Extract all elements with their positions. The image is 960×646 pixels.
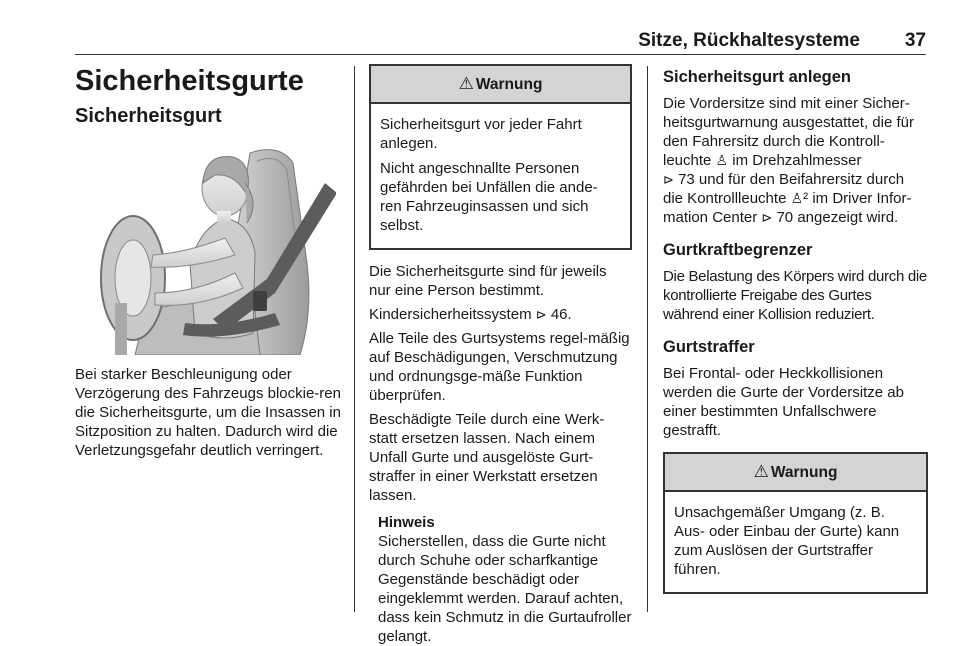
note-text: Sicherstellen, dass die Gurte nicht durch Schuhe oder scharfkantige Gegenstände beschädigt oder eingeklemmt werden. Darauf achten, dass kein Schmutz in die Gurtaufroller gelangt. <box>378 533 632 645</box>
warning-title: Warnung <box>475 76 543 93</box>
warning-triangle-icon: ⚠ <box>458 74 474 93</box>
heading-fasten-belt: Sicherheitsgurt anlegen <box>663 68 851 86</box>
heading-pretensioner: Gurtstraffer <box>663 338 755 356</box>
page-number: 37 <box>904 30 926 51</box>
arrow-icon: ⊳ <box>535 307 547 322</box>
paragraph-force-limiter: Die Belastung des Körpers wird durch die kontrollierte Freigabe des Gurtes während einer Kollision reduziert. <box>663 268 927 323</box>
arrow-icon: ⊳ <box>761 210 773 225</box>
warning-box-body <box>665 492 926 592</box>
warning-text-2: Nicht angeschnallte Personen gefährden bei Unfällen die ande-ren Fahrzeuginsassen und sich selbst. <box>380 160 598 234</box>
note-label: Hinweis <box>378 514 435 531</box>
column-2 <box>369 64 632 646</box>
paragraph-pretensioner: Bei Frontal- oder Heckkollisionen werden die Gurte der Vordersitze ab einer bestimmten Unfallschwere gestrafft. <box>663 365 904 439</box>
page-reference[interactable]: 73 <box>678 171 695 188</box>
column-1 <box>75 64 345 465</box>
paragraph-replacement: Beschädigte Teile durch eine Werk-statt ersetzen lassen. Nach einem Unfall Gurte und ausgelöste Gurt-straffer in einer Werkstatt ersetzen lassen. <box>369 411 605 504</box>
arrow-icon: ⊳ <box>663 172 674 187</box>
warning-box-2 <box>663 452 928 594</box>
page-header <box>75 28 926 52</box>
section-title: Sitze, Rückhaltesysteme <box>638 30 860 51</box>
warning-box-1 <box>369 64 632 250</box>
column-divider-2 <box>647 66 648 612</box>
paragraph-one-person: Die Sicherheitsgurte sind für jeweils nur eine Person bestimmt. <box>369 263 607 299</box>
warning-text-1: Sicherheitsgurt vor jeder Fahrt anlegen. <box>380 116 582 152</box>
paragraph-belt-warning: Die Vordersitze sind mit einer Sicher-heitsgurtwarnung ausgestattet, die für den Fahrersitz durch die Kontroll-leuchte ♙ im Drehzahlmesser ⊳ 73 und für den Beifahrersitz durch die Kontrollleuchte ♙² im Driver Infor-mation Center ⊳ 70 angezeigt wird. <box>663 95 914 226</box>
warning-box-header <box>371 66 630 104</box>
heading-force-limiter: Gurtkraftbegrenzer <box>663 241 813 259</box>
warning-title: Warnung <box>770 464 838 481</box>
warning-text: Unsachgemäßer Umgang (z. B. Aus- oder Einbau der Gurte) kann zum Auslösen der Gurtstraffer führen. <box>674 504 900 578</box>
seatbelt-illustration <box>75 143 336 355</box>
paragraph-child-seat: Kindersicherheitssystem ⊳ 46. <box>369 306 572 323</box>
intro-paragraph: Bei starker Beschleunigung oder Verzögerung des Fahrzeugs blockie-ren die Sicherheitsgurte, um die Insassen in Sitzposition zu halten. Dadurch wird die Verletzungsgefahr deutlich verringert. <box>75 366 341 459</box>
page-reference[interactable]: 70 <box>776 209 794 226</box>
paragraph-inspection: Alle Teile des Gurtsystems regel-mäßig auf Beschädigungen, Verschmutzung und ordnungsge-mäße Funktion überprüfen. <box>369 330 630 404</box>
page-reference[interactable]: 46. <box>550 306 572 323</box>
column-divider-1 <box>354 66 355 612</box>
column-3 <box>663 66 928 606</box>
seatbelt-icon: ♙ <box>715 152 729 168</box>
warning-box-body <box>371 104 630 248</box>
note-block <box>369 513 632 646</box>
chapter-heading: Sicherheitsgurte <box>75 65 304 97</box>
seatbelt-icon: ♙ <box>790 190 804 206</box>
warning-box-header <box>665 454 926 492</box>
warning-triangle-icon: ⚠ <box>753 462 769 481</box>
section-heading: Sicherheitsgurt <box>75 105 222 127</box>
header-divider <box>75 54 926 55</box>
